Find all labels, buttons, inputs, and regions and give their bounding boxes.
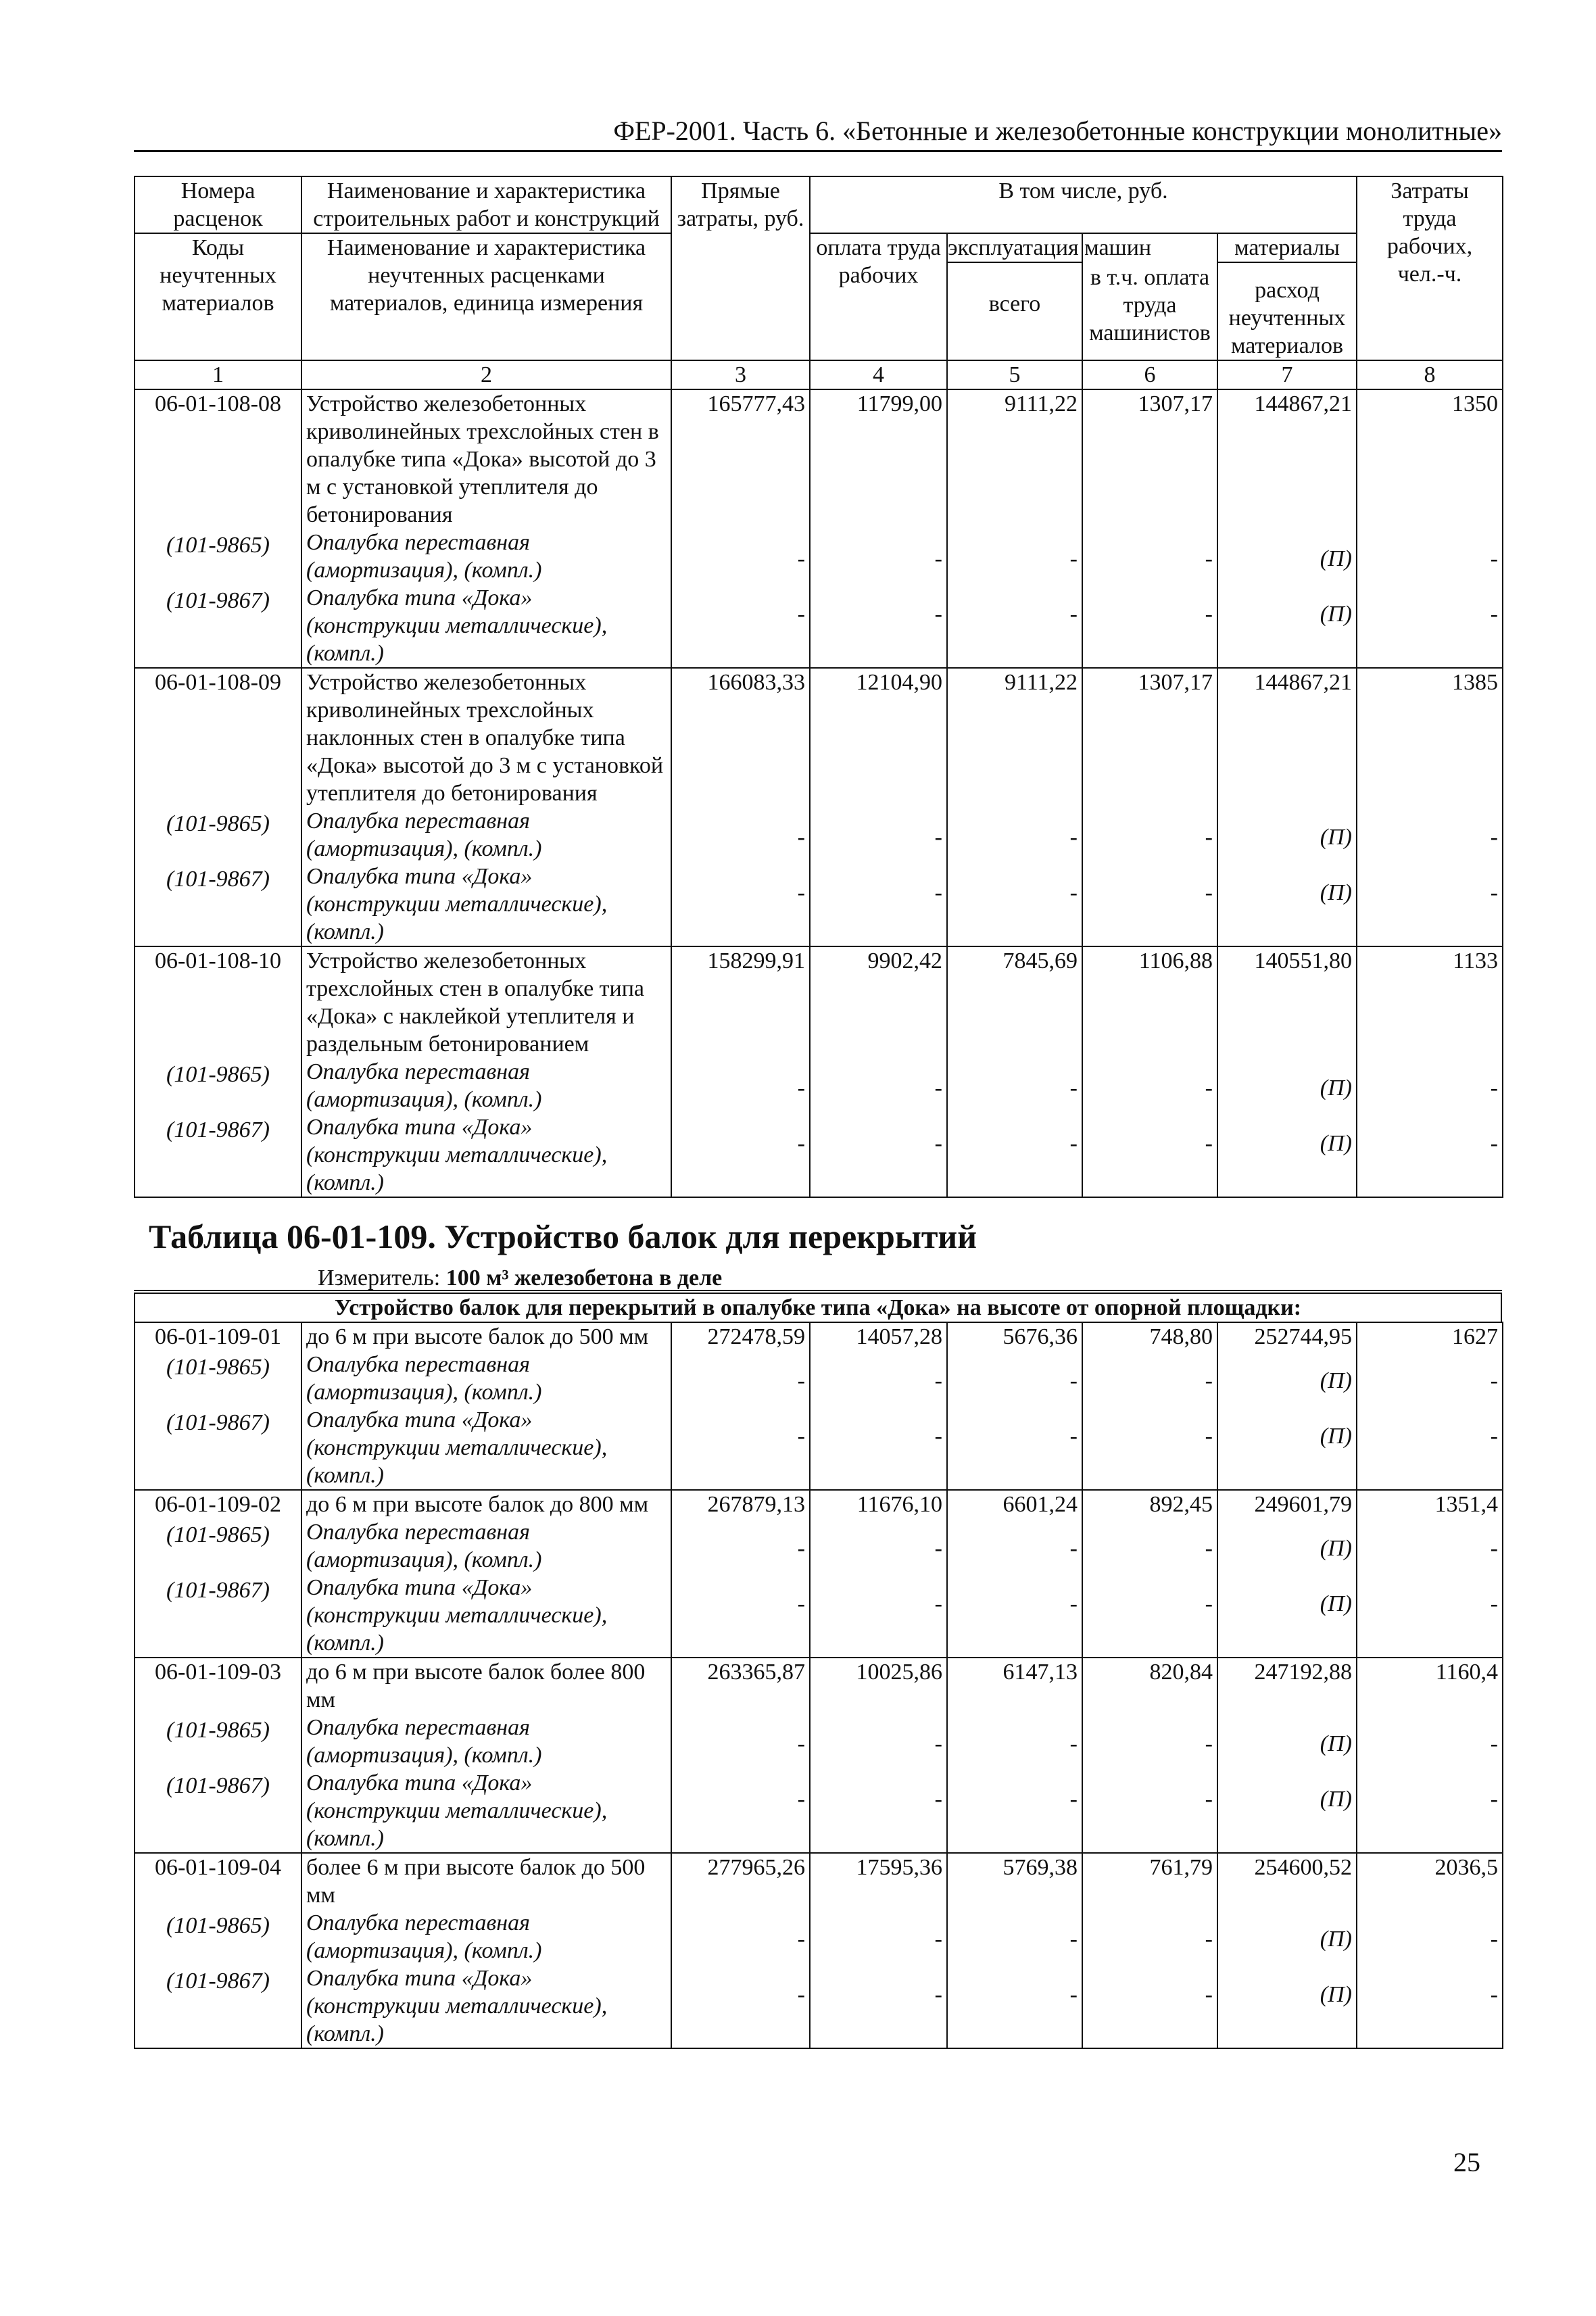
labor-costs-value: 1133 — [1357, 946, 1503, 1058]
machines-total-value: 7845,69 — [947, 946, 1082, 1058]
material-name: Опалубка типа «Дока» (конструкции металлические), (компл.) — [301, 1964, 671, 2048]
dash-value: - — [810, 1518, 947, 1574]
materials-value: 144867,21 — [1217, 389, 1357, 529]
worker-wages-value: 11676,10 — [810, 1490, 947, 1518]
material-code: (101-9867) — [135, 1406, 301, 1490]
dash-value: - — [1357, 1406, 1503, 1490]
dash-value: - — [947, 584, 1082, 668]
material-row — [135, 1714, 1503, 1769]
material-code: (101-9865) — [135, 1351, 301, 1406]
material-ref: (П) — [1217, 1909, 1357, 1964]
materials-value: 144867,21 — [1217, 668, 1357, 807]
dash-value: - — [1357, 1714, 1503, 1769]
col-number: 1 — [135, 360, 301, 389]
header-labor-costs: Затраты труда рабочих, чел.-ч. — [1357, 176, 1503, 360]
material-code: (101-9865) — [135, 1714, 301, 1769]
dash-value: - — [1357, 1518, 1503, 1574]
dash-value: - — [1082, 1058, 1217, 1113]
header-material-consumption: расход неучтенных материалов — [1228, 278, 1346, 358]
table-title: Таблица 06-01-109. Устройство балок для перекрытий — [149, 1217, 977, 1255]
header-machinist-wages: в т.ч. оплата труда машинистов — [1082, 233, 1217, 360]
dash-value: - — [810, 1909, 947, 1964]
material-ref: (П) — [1217, 1518, 1357, 1574]
dash-value: - — [671, 584, 810, 668]
dash-value: - — [947, 1058, 1082, 1113]
materials-value: 254600,52 — [1217, 1853, 1357, 1909]
dash-value: - — [947, 1406, 1082, 1490]
worker-wages-value: 12104,90 — [810, 668, 947, 807]
dash-value: - — [1082, 529, 1217, 584]
worker-wages-value: 9902,42 — [810, 946, 947, 1058]
header-work-name: Наименование и характеристика строительных работ и конструкций — [301, 176, 671, 233]
dash-value: - — [671, 529, 810, 584]
dash-value: - — [671, 1714, 810, 1769]
worker-wages-value: 14057,28 — [810, 1322, 947, 1351]
rate-code: 06-01-109-03 — [135, 1658, 301, 1714]
header-machines: эксплуатация машин — [948, 234, 1082, 263]
labor-costs-value: 1351,4 — [1357, 1490, 1503, 1518]
dash-value: - — [671, 1351, 810, 1406]
dash-value: - — [810, 1714, 947, 1769]
material-ref: (П) — [1217, 1113, 1357, 1197]
dash-value: - — [1082, 1518, 1217, 1574]
material-ref: (П) — [1217, 1574, 1357, 1658]
dash-value: - — [1082, 1113, 1217, 1197]
material-code: (101-9867) — [135, 1964, 301, 2048]
direct-costs-value: 166083,33 — [671, 668, 810, 807]
machinist-wages-value: 892,45 — [1082, 1490, 1217, 1518]
dash-value: - — [1082, 1574, 1217, 1658]
col-number: 6 — [1082, 360, 1217, 389]
material-row — [135, 1113, 1503, 1197]
dash-value: - — [1357, 863, 1503, 946]
rate-code: 06-01-109-01 — [135, 1322, 301, 1351]
material-ref: (П) — [1217, 1769, 1357, 1853]
dash-value: - — [947, 1769, 1082, 1853]
rate-name: до 6 м при высоте балок до 500 мм — [301, 1322, 671, 1351]
material-name: Опалубка типа «Дока» (конструкции металлические), (компл.) — [301, 1769, 671, 1853]
dash-value: - — [671, 1406, 810, 1490]
material-row — [135, 1909, 1503, 1964]
dash-value: - — [671, 1058, 810, 1113]
dash-value: - — [810, 584, 947, 668]
rate-name: Устройство железобетонных криволинейных трехслойных стен в опалубке типа «Дока» высотой до 3 м с установкой утеплителя до бетонирования — [301, 389, 671, 529]
material-ref: (П) — [1217, 1351, 1357, 1406]
table-measure — [318, 1265, 722, 1291]
material-ref: (П) — [1217, 529, 1357, 584]
dash-value: - — [810, 1351, 947, 1406]
dash-value: - — [671, 1574, 810, 1658]
material-name: Опалубка переставная (амортизация), (компл.) — [301, 1351, 671, 1406]
material-ref: (П) — [1217, 1058, 1357, 1113]
worker-wages-value: 17595,36 — [810, 1853, 947, 1909]
dash-value: - — [947, 1518, 1082, 1574]
material-row — [135, 863, 1503, 946]
table-row — [135, 668, 1503, 807]
rate-code: 06-01-108-10 — [135, 946, 301, 1058]
dash-value: - — [810, 807, 947, 863]
direct-costs-value: 272478,59 — [671, 1322, 810, 1351]
dash-value: - — [1082, 584, 1217, 668]
dash-value: - — [947, 1574, 1082, 1658]
col-number: 5 — [947, 360, 1082, 389]
material-code: (101-9867) — [135, 1574, 301, 1658]
table-subheading: Устройство балок для перекрытий в опалубке типа «Дока» на высоте от опорной площадки: — [134, 1293, 1502, 1322]
dash-value: - — [1357, 1909, 1503, 1964]
machines-total-value: 9111,22 — [947, 668, 1082, 807]
table-row — [135, 946, 1503, 1058]
col-number: 7 — [1217, 360, 1357, 389]
machinist-wages-value: 748,80 — [1082, 1322, 1217, 1351]
material-row — [135, 1351, 1503, 1406]
dash-value: - — [1357, 807, 1503, 863]
materials-value: 247192,88 — [1217, 1658, 1357, 1714]
labor-costs-value: 2036,5 — [1357, 1853, 1503, 1909]
dash-value: - — [947, 1714, 1082, 1769]
machines-total-value: 6601,24 — [947, 1490, 1082, 1518]
worker-wages-value: 10025,86 — [810, 1658, 947, 1714]
material-row — [135, 807, 1503, 863]
header-rule — [134, 150, 1502, 152]
dash-value: - — [947, 1351, 1082, 1406]
dash-value: - — [1082, 863, 1217, 946]
header-materials-group — [1217, 233, 1357, 360]
dash-value: - — [947, 863, 1082, 946]
rates-table-06-01-109 — [134, 1322, 1503, 2049]
dash-value: - — [1357, 1964, 1503, 2048]
col-number: 8 — [1357, 360, 1503, 389]
header-material-codes: Коды неучтенных материалов — [135, 233, 301, 360]
material-code: (101-9865) — [135, 1518, 301, 1574]
material-code: (101-9867) — [135, 584, 301, 668]
direct-costs-value: 165777,43 — [671, 389, 810, 529]
dash-value: - — [1082, 1406, 1217, 1490]
dash-value: - — [671, 1964, 810, 2048]
rate-code: 06-01-109-04 — [135, 1853, 301, 1909]
direct-costs-value: 263365,87 — [671, 1658, 810, 1714]
table-row — [135, 1853, 1503, 1909]
worker-wages-value: 11799,00 — [810, 389, 947, 529]
dash-value: - — [1357, 1769, 1503, 1853]
table-row — [135, 389, 1503, 529]
dash-value: - — [1357, 1113, 1503, 1197]
machines-total-value: 5769,38 — [947, 1853, 1082, 1909]
col-number: 4 — [810, 360, 947, 389]
table2-top-rule — [134, 1290, 1502, 1291]
rate-name: Устройство железобетонных трехслойных стен в опалубке типа «Дока» с наклейкой утеплителя и раздельным бетонированием — [301, 946, 671, 1058]
material-code: (101-9865) — [135, 1909, 301, 1964]
material-ref: (П) — [1217, 1406, 1357, 1490]
dash-value: - — [1357, 529, 1503, 584]
rate-code: 06-01-108-09 — [135, 668, 301, 807]
material-ref: (П) — [1217, 584, 1357, 668]
dash-value: - — [947, 1113, 1082, 1197]
dash-value: - — [810, 1058, 947, 1113]
material-row — [135, 529, 1503, 584]
labor-costs-value: 1627 — [1357, 1322, 1503, 1351]
material-row — [135, 1518, 1503, 1574]
material-row — [135, 1964, 1503, 2048]
machinist-wages-value: 820,84 — [1082, 1658, 1217, 1714]
dash-value: - — [810, 529, 947, 584]
dash-value: - — [671, 1909, 810, 1964]
dash-value: - — [810, 1113, 947, 1197]
material-row — [135, 584, 1503, 668]
header-materials: материалы — [1218, 234, 1356, 263]
dash-value: - — [1082, 1714, 1217, 1769]
col-number: 3 — [671, 360, 810, 389]
material-name: Опалубка переставная (амортизация), (компл.) — [301, 529, 671, 584]
material-name: Опалубка переставная (амортизация), (компл.) — [301, 807, 671, 863]
material-name: Опалубка переставная (амортизация), (компл.) — [301, 1909, 671, 1964]
dash-value: - — [1357, 1058, 1503, 1113]
material-row — [135, 1574, 1503, 1658]
materials-value: 140551,80 — [1217, 946, 1357, 1058]
machinist-wages-value: 761,79 — [1082, 1853, 1217, 1909]
labor-costs-value: 1160,4 — [1357, 1658, 1503, 1714]
materials-value: 252744,95 — [1217, 1322, 1357, 1351]
header-worker-wages: оплата труда рабочих — [810, 233, 947, 360]
material-ref: (П) — [1217, 807, 1357, 863]
direct-costs-value: 277965,26 — [671, 1853, 810, 1909]
material-name: Опалубка переставная (амортизация), (компл.) — [301, 1518, 671, 1574]
measure-value: 100 м³ железобетона в деле — [445, 1265, 723, 1290]
rate-name: более 6 м при высоте балок до 500 мм — [301, 1853, 671, 1909]
dash-value: - — [1082, 807, 1217, 863]
labor-costs-value: 1350 — [1357, 389, 1503, 529]
header-rate-numbers: Номера расценок — [135, 176, 301, 233]
material-name: Опалубка типа «Дока» (конструкции металлические), (компл.) — [301, 584, 671, 668]
direct-costs-value: 267879,13 — [671, 1490, 810, 1518]
dash-value: - — [671, 1518, 810, 1574]
material-code: (101-9867) — [135, 1113, 301, 1197]
machinist-wages-value: 1307,17 — [1082, 389, 1217, 529]
material-code: (101-9867) — [135, 1769, 301, 1853]
col-number: 2 — [301, 360, 671, 389]
rates-table-06-01-108 — [134, 176, 1503, 1198]
material-ref: (П) — [1217, 1714, 1357, 1769]
measure-label: Измеритель: — [318, 1265, 446, 1290]
machines-total-value: 6147,13 — [947, 1658, 1082, 1714]
material-code: (101-9865) — [135, 807, 301, 863]
material-name: Опалубка типа «Дока» (конструкции металлические), (компл.) — [301, 1406, 671, 1490]
material-row — [135, 1769, 1503, 1853]
table-row — [135, 1658, 1503, 1714]
materials-value: 249601,79 — [1217, 1490, 1357, 1518]
material-name: Опалубка переставная (амортизация), (компл.) — [301, 1714, 671, 1769]
dash-value: - — [1357, 1351, 1503, 1406]
dash-value: - — [810, 1574, 947, 1658]
material-row — [135, 1406, 1503, 1490]
dash-value: - — [810, 1406, 947, 1490]
page-number: 25 — [1453, 2147, 1480, 2177]
dash-value: - — [1357, 1574, 1503, 1658]
dash-value: - — [810, 863, 947, 946]
dash-value: - — [671, 1113, 810, 1197]
material-ref: (П) — [1217, 1964, 1357, 2048]
dash-value: - — [1357, 584, 1503, 668]
material-name: Опалубка типа «Дока» (конструкции металлические), (компл.) — [301, 1574, 671, 1658]
machinist-wages-value: 1307,17 — [1082, 668, 1217, 807]
table-row — [135, 1490, 1503, 1518]
rate-name: Устройство железобетонных криволинейных трехслойных наклонных стен в опалубке типа «Дока» высотой до 3 м с установкой утеплителя до бетонирования — [301, 668, 671, 807]
material-name: Опалубка переставная (амортизация), (компл.) — [301, 1058, 671, 1113]
dash-value: - — [947, 1909, 1082, 1964]
dash-value: - — [1082, 1769, 1217, 1853]
dash-value: - — [1082, 1909, 1217, 1964]
machinist-wages-value: 1106,88 — [1082, 946, 1217, 1058]
dash-value: - — [671, 1769, 810, 1853]
running-header: ФЕР-2001. Часть 6. «Бетонные и железобетонные конструкции монолитные» — [613, 116, 1502, 146]
labor-costs-value: 1385 — [1357, 668, 1503, 807]
rate-code: 06-01-108-08 — [135, 389, 301, 529]
table-row — [135, 1322, 1503, 1351]
dash-value: - — [810, 1769, 947, 1853]
header-direct-costs: Прямые затраты, руб. — [671, 176, 810, 360]
dash-value: - — [1082, 1964, 1217, 2048]
rate-code: 06-01-109-02 — [135, 1490, 301, 1518]
material-code: (101-9865) — [135, 529, 301, 584]
machines-total-value: 9111,22 — [947, 389, 1082, 529]
material-row — [135, 1058, 1503, 1113]
dash-value: - — [671, 863, 810, 946]
dash-value: - — [947, 1964, 1082, 2048]
dash-value: - — [671, 807, 810, 863]
rate-name: до 6 м при высоте балок более 800 мм — [301, 1658, 671, 1714]
dash-value: - — [810, 1964, 947, 2048]
header-machines-all: всего — [988, 291, 1041, 316]
direct-costs-value: 158299,91 — [671, 946, 810, 1058]
material-ref: (П) — [1217, 863, 1357, 946]
header-including: В том числе, руб. — [810, 176, 1357, 233]
material-name: Опалубка типа «Дока» (конструкции металлические), (компл.) — [301, 1113, 671, 1197]
rate-name: до 6 м при высоте балок до 800 мм — [301, 1490, 671, 1518]
dash-value: - — [947, 807, 1082, 863]
dash-value: - — [947, 529, 1082, 584]
header-material-name: Наименование и характеристика неучтенных расценками материалов, единица измерения — [301, 233, 671, 360]
material-name: Опалубка типа «Дока» (конструкции металлические), (компл.) — [301, 863, 671, 946]
material-code: (101-9865) — [135, 1058, 301, 1113]
dash-value: - — [1082, 1351, 1217, 1406]
machines-total-value: 5676,36 — [947, 1322, 1082, 1351]
material-code: (101-9867) — [135, 863, 301, 946]
